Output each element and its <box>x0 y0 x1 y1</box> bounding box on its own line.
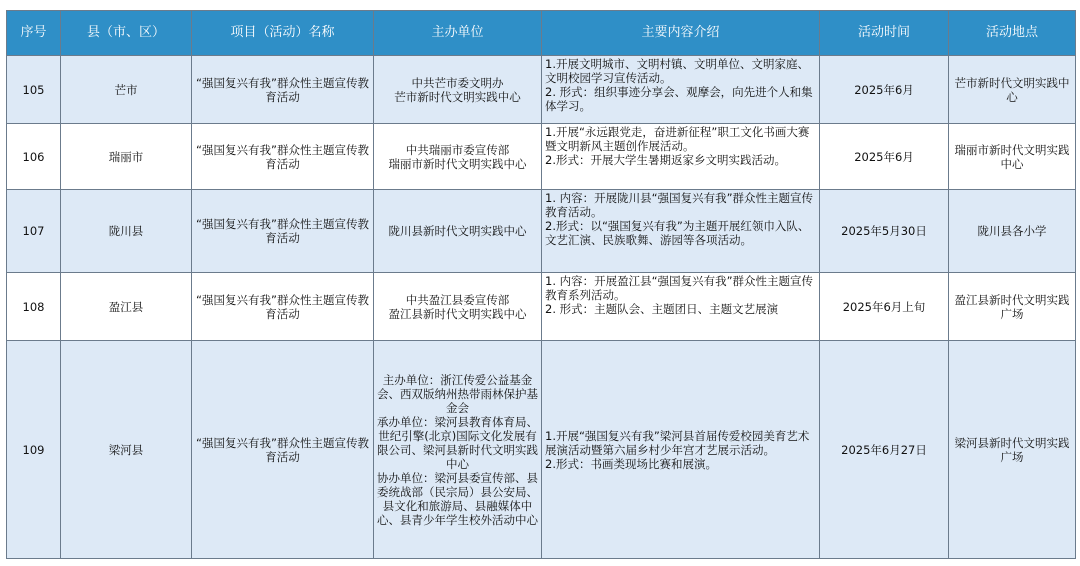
content-line: 2. 形式：组织事迹分享会、观摩会，向先进个人和集体学习。 <box>545 85 813 113</box>
cell-seq: 105 <box>7 56 61 124</box>
cell-project: “强国复兴有我”群众性主题宣传教育活动 <box>192 124 374 190</box>
cell-content <box>542 124 820 190</box>
cell-project: “强国复兴有我”群众性主题宣传教育活动 <box>192 56 374 124</box>
header-place: 活动地点 <box>949 11 1076 56</box>
cell-organizer <box>374 56 542 124</box>
header-content: 主要内容介绍 <box>542 11 820 56</box>
organizer-line: 中共瑞丽市委宣传部 <box>405 142 510 157</box>
cell-organizer <box>374 341 542 559</box>
header-project: 项目（活动）名称 <box>192 11 374 56</box>
table-row <box>7 341 1076 559</box>
cell-county: 陇川县 <box>61 190 192 273</box>
cell-county: 盈江县 <box>61 273 192 341</box>
cell-organizer <box>374 190 542 273</box>
table-header-row <box>7 11 1076 56</box>
content-line: 2.形式：以“强国复兴有我”为主题开展红领巾入队、文艺汇演、民族歌舞、游园等各项活动。 <box>545 219 810 247</box>
cell-organizer <box>374 273 542 341</box>
cell-seq: 109 <box>7 341 61 559</box>
organizer-line: 中共盈江县委宣传部 <box>405 292 510 307</box>
organizer-line: 主办单位：浙江传爱公益基金会、西双版纳州热带雨林保护基金会 <box>377 372 538 415</box>
content-line: 1. 内容：开展盈江县“强国复兴有我”群众性主题宣传教育系列活动。 <box>545 274 814 302</box>
cell-county: 芒市 <box>61 56 192 124</box>
content-line: 1. 内容：开展陇川县“强国复兴有我”群众性主题宣传教育活动。 <box>545 191 814 219</box>
cell-project: “强国复兴有我”群众性主题宣传教育活动 <box>192 273 374 341</box>
activity-table <box>6 10 1076 559</box>
table-row <box>7 273 1076 341</box>
cell-content <box>542 56 820 124</box>
cell-place: 陇川县各小学 <box>949 190 1076 273</box>
cell-time: 2025年5月30日 <box>820 190 949 273</box>
organizer-line: 协办单位：梁河县委宣传部、县委统战部（民宗局）县公安局、县文化和旅游局、县融媒体中心、县青少年学生校外活动中心 <box>377 470 538 527</box>
organizer-line: 承办单位：梁河县教育体育局、世纪引擎(北京)国际文化发展有限公司、梁河县新时代文明实践中心 <box>377 414 538 471</box>
header-county: 县（市、区） <box>61 11 192 56</box>
cell-seq: 108 <box>7 273 61 341</box>
table-row <box>7 190 1076 273</box>
cell-county: 瑞丽市 <box>61 124 192 190</box>
cell-county: 梁河县 <box>61 341 192 559</box>
cell-place: 盈江县新时代文明实践广场 <box>949 273 1076 341</box>
cell-content <box>542 273 820 341</box>
table-row <box>7 56 1076 124</box>
organizer-line: 芒市新时代文明实践中心 <box>394 89 521 104</box>
cell-time: 2025年6月上旬 <box>820 273 949 341</box>
cell-time: 2025年6月 <box>820 56 949 124</box>
cell-seq: 106 <box>7 124 61 190</box>
organizer-line: 瑞丽市新时代文明实践中心 <box>388 156 527 171</box>
cell-place: 瑞丽市新时代文明实践中心 <box>949 124 1076 190</box>
content-line: 1.开展文明城市、文明村镇、文明单位、文明家庭、文明校园学习宣传活动。 <box>545 57 809 85</box>
cell-content <box>542 341 820 559</box>
cell-time: 2025年6月 <box>820 124 949 190</box>
cell-project: “强国复兴有我”群众性主题宣传教育活动 <box>192 341 374 559</box>
header-organizer: 主办单位 <box>374 11 542 56</box>
cell-time: 2025年6月27日 <box>820 341 949 559</box>
organizer-line: 中共芒市委文明办 <box>411 75 504 90</box>
content-line: 2.形式：书画类现场比赛和展演。 <box>545 456 717 471</box>
cell-place: 梁河县新时代文明实践广场 <box>949 341 1076 559</box>
content-line: 2. 形式：主题队会、主题团日、主题文艺展演 <box>545 302 779 316</box>
content-line: 1.开展“永远跟党走，奋进新征程”职工文化书画大赛暨文明新风主题创作展活动。 <box>545 125 810 153</box>
table-row <box>7 124 1076 190</box>
cell-seq: 107 <box>7 190 61 273</box>
content-line: 1.开展“强国复兴有我”梁河县首届传爱校园美育艺术展演活动暨第六届乡村少年宫才艺展示活动。 <box>545 428 810 457</box>
organizer-line: 陇川县新时代文明实践中心 <box>388 224 527 238</box>
header-seq: 序号 <box>7 11 61 56</box>
organizer-line: 盈江县新时代文明实践中心 <box>388 306 527 321</box>
cell-place: 芒市新时代文明实践中心 <box>949 56 1076 124</box>
header-time: 活动时间 <box>820 11 949 56</box>
cell-organizer <box>374 124 542 190</box>
cell-project: “强国复兴有我”群众性主题宣传教育活动 <box>192 190 374 273</box>
cell-content <box>542 190 820 273</box>
content-line: 2.形式：开展大学生暑期返家乡文明实践活动。 <box>545 153 786 167</box>
